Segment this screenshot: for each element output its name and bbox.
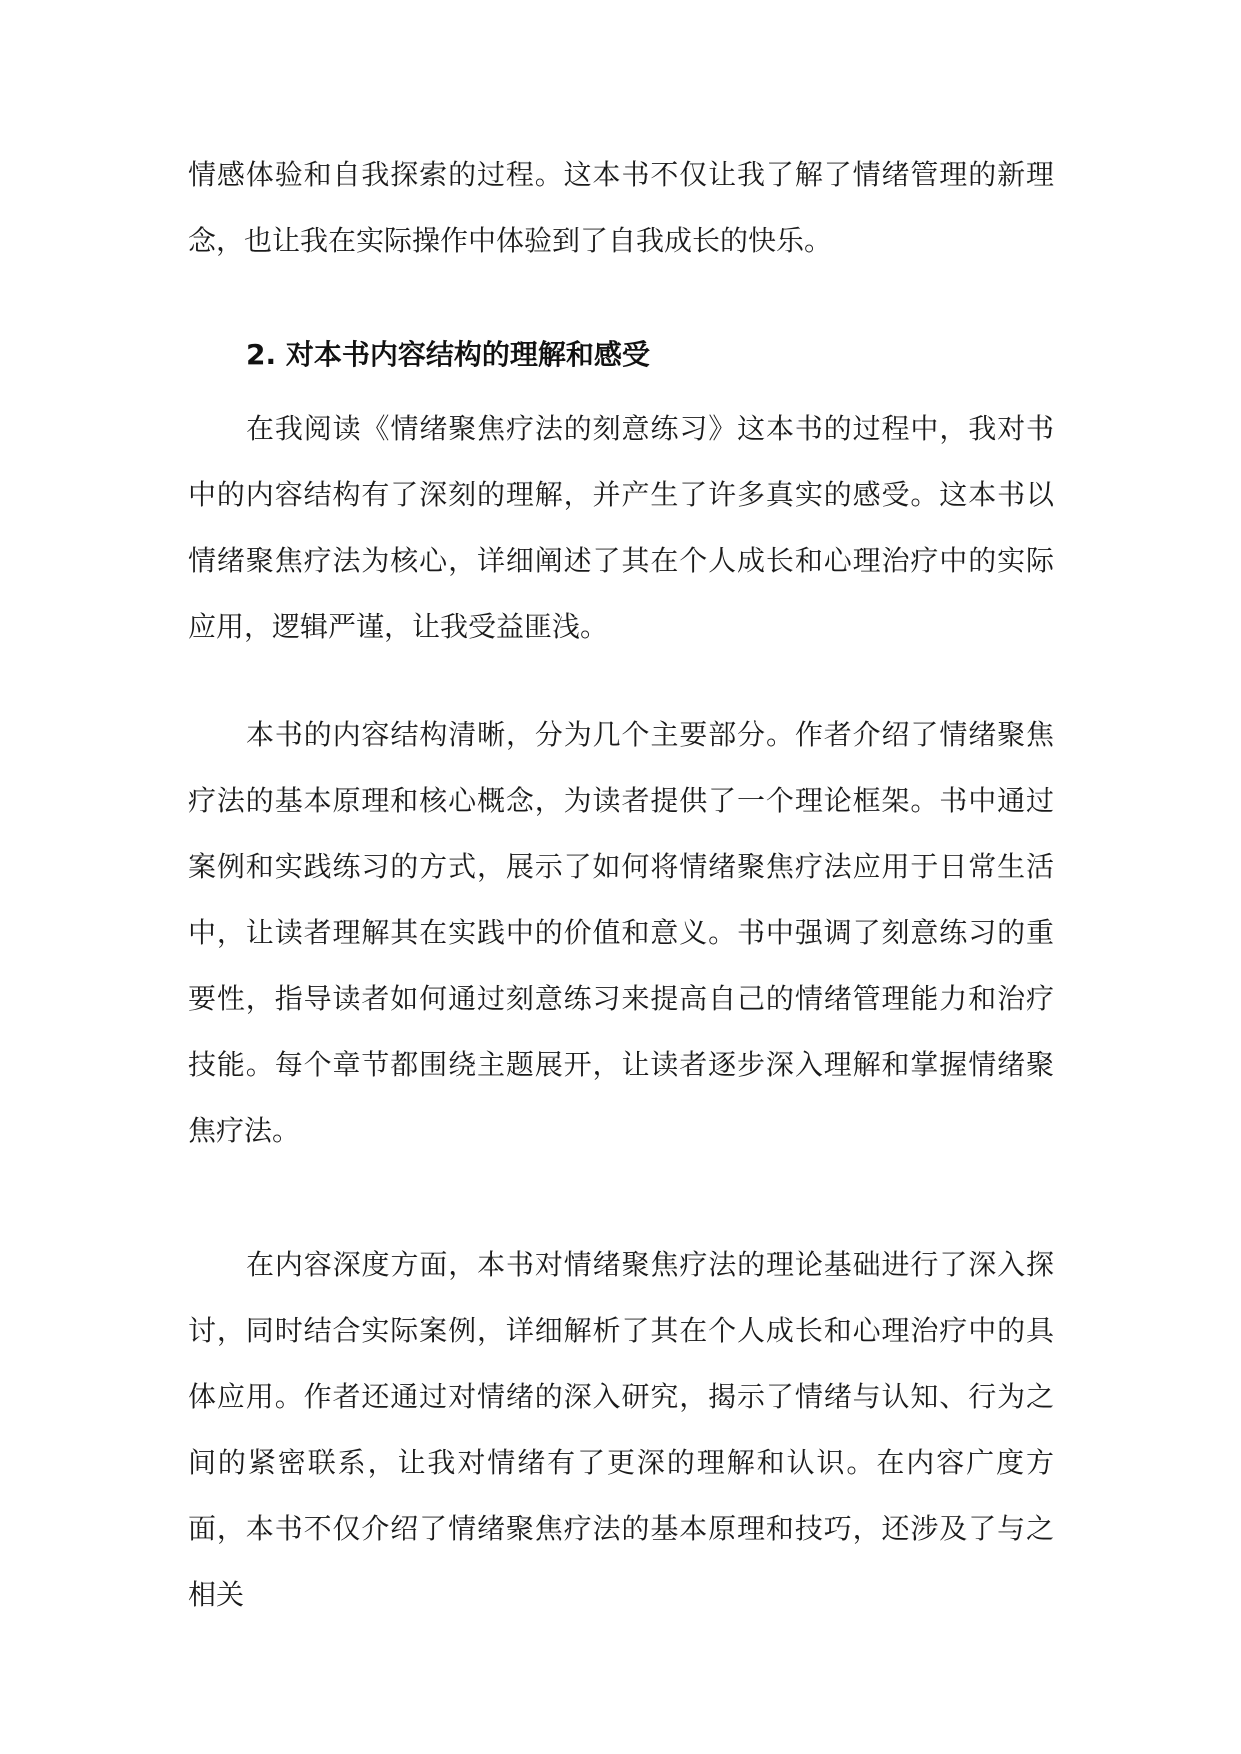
body-paragraph: 本书的内容结构清晰，分为几个主要部分。作者介绍了情绪聚焦疗法的基本原理和核心概念，为读者提供了一个理论框架。书中通过案例和实践练习的方式，展示了如何将情绪聚焦疗法应用于日常生活中，让读者理解其在实践中的价值和意义。书中强调了刻意练习的重要性，指导读者如何通过刻意练习来提高自己的情绪管理能力和治疗技能。每个章节都围绕主题展开，让读者逐步深入理解和掌握情绪聚焦疗法。 <box>188 718 1054 1147</box>
continuation-paragraph: 情感体验和自我探索的过程。这本书不仅让我了解了情绪管理的新理念，也让我在实际操作中体验到了自我成长的快乐。 <box>188 158 1054 257</box>
body-paragraph: 在我阅读《情绪聚焦疗法的刻意练习》这本书的过程中，我对书中的内容结构有了深刻的理解，并产生了许多真实的感受。这本书以情绪聚焦疗法为核心，详细阐述了其在个人成长和心理治疗中的实际应用，逻辑严谨，让我受益匪浅。 <box>188 412 1054 643</box>
body-paragraph: 在内容深度方面，本书对情绪聚焦疗法的理论基础进行了深入探讨，同时结合实际案例，详细解析了其在个人成长和心理治疗中的具体应用。作者还通过对情绪的深入研究，揭示了情绪与认知、行为之间的紧密联系，让我对情绪有了更深的理解和认识。在内容广度方面，本书不仅介绍了情绪聚焦疗法的基本原理和技巧，还涉及了与之相关 <box>188 1248 1054 1611</box>
section-heading: 2. 对本书内容结构的理解和感受 <box>246 338 650 371</box>
